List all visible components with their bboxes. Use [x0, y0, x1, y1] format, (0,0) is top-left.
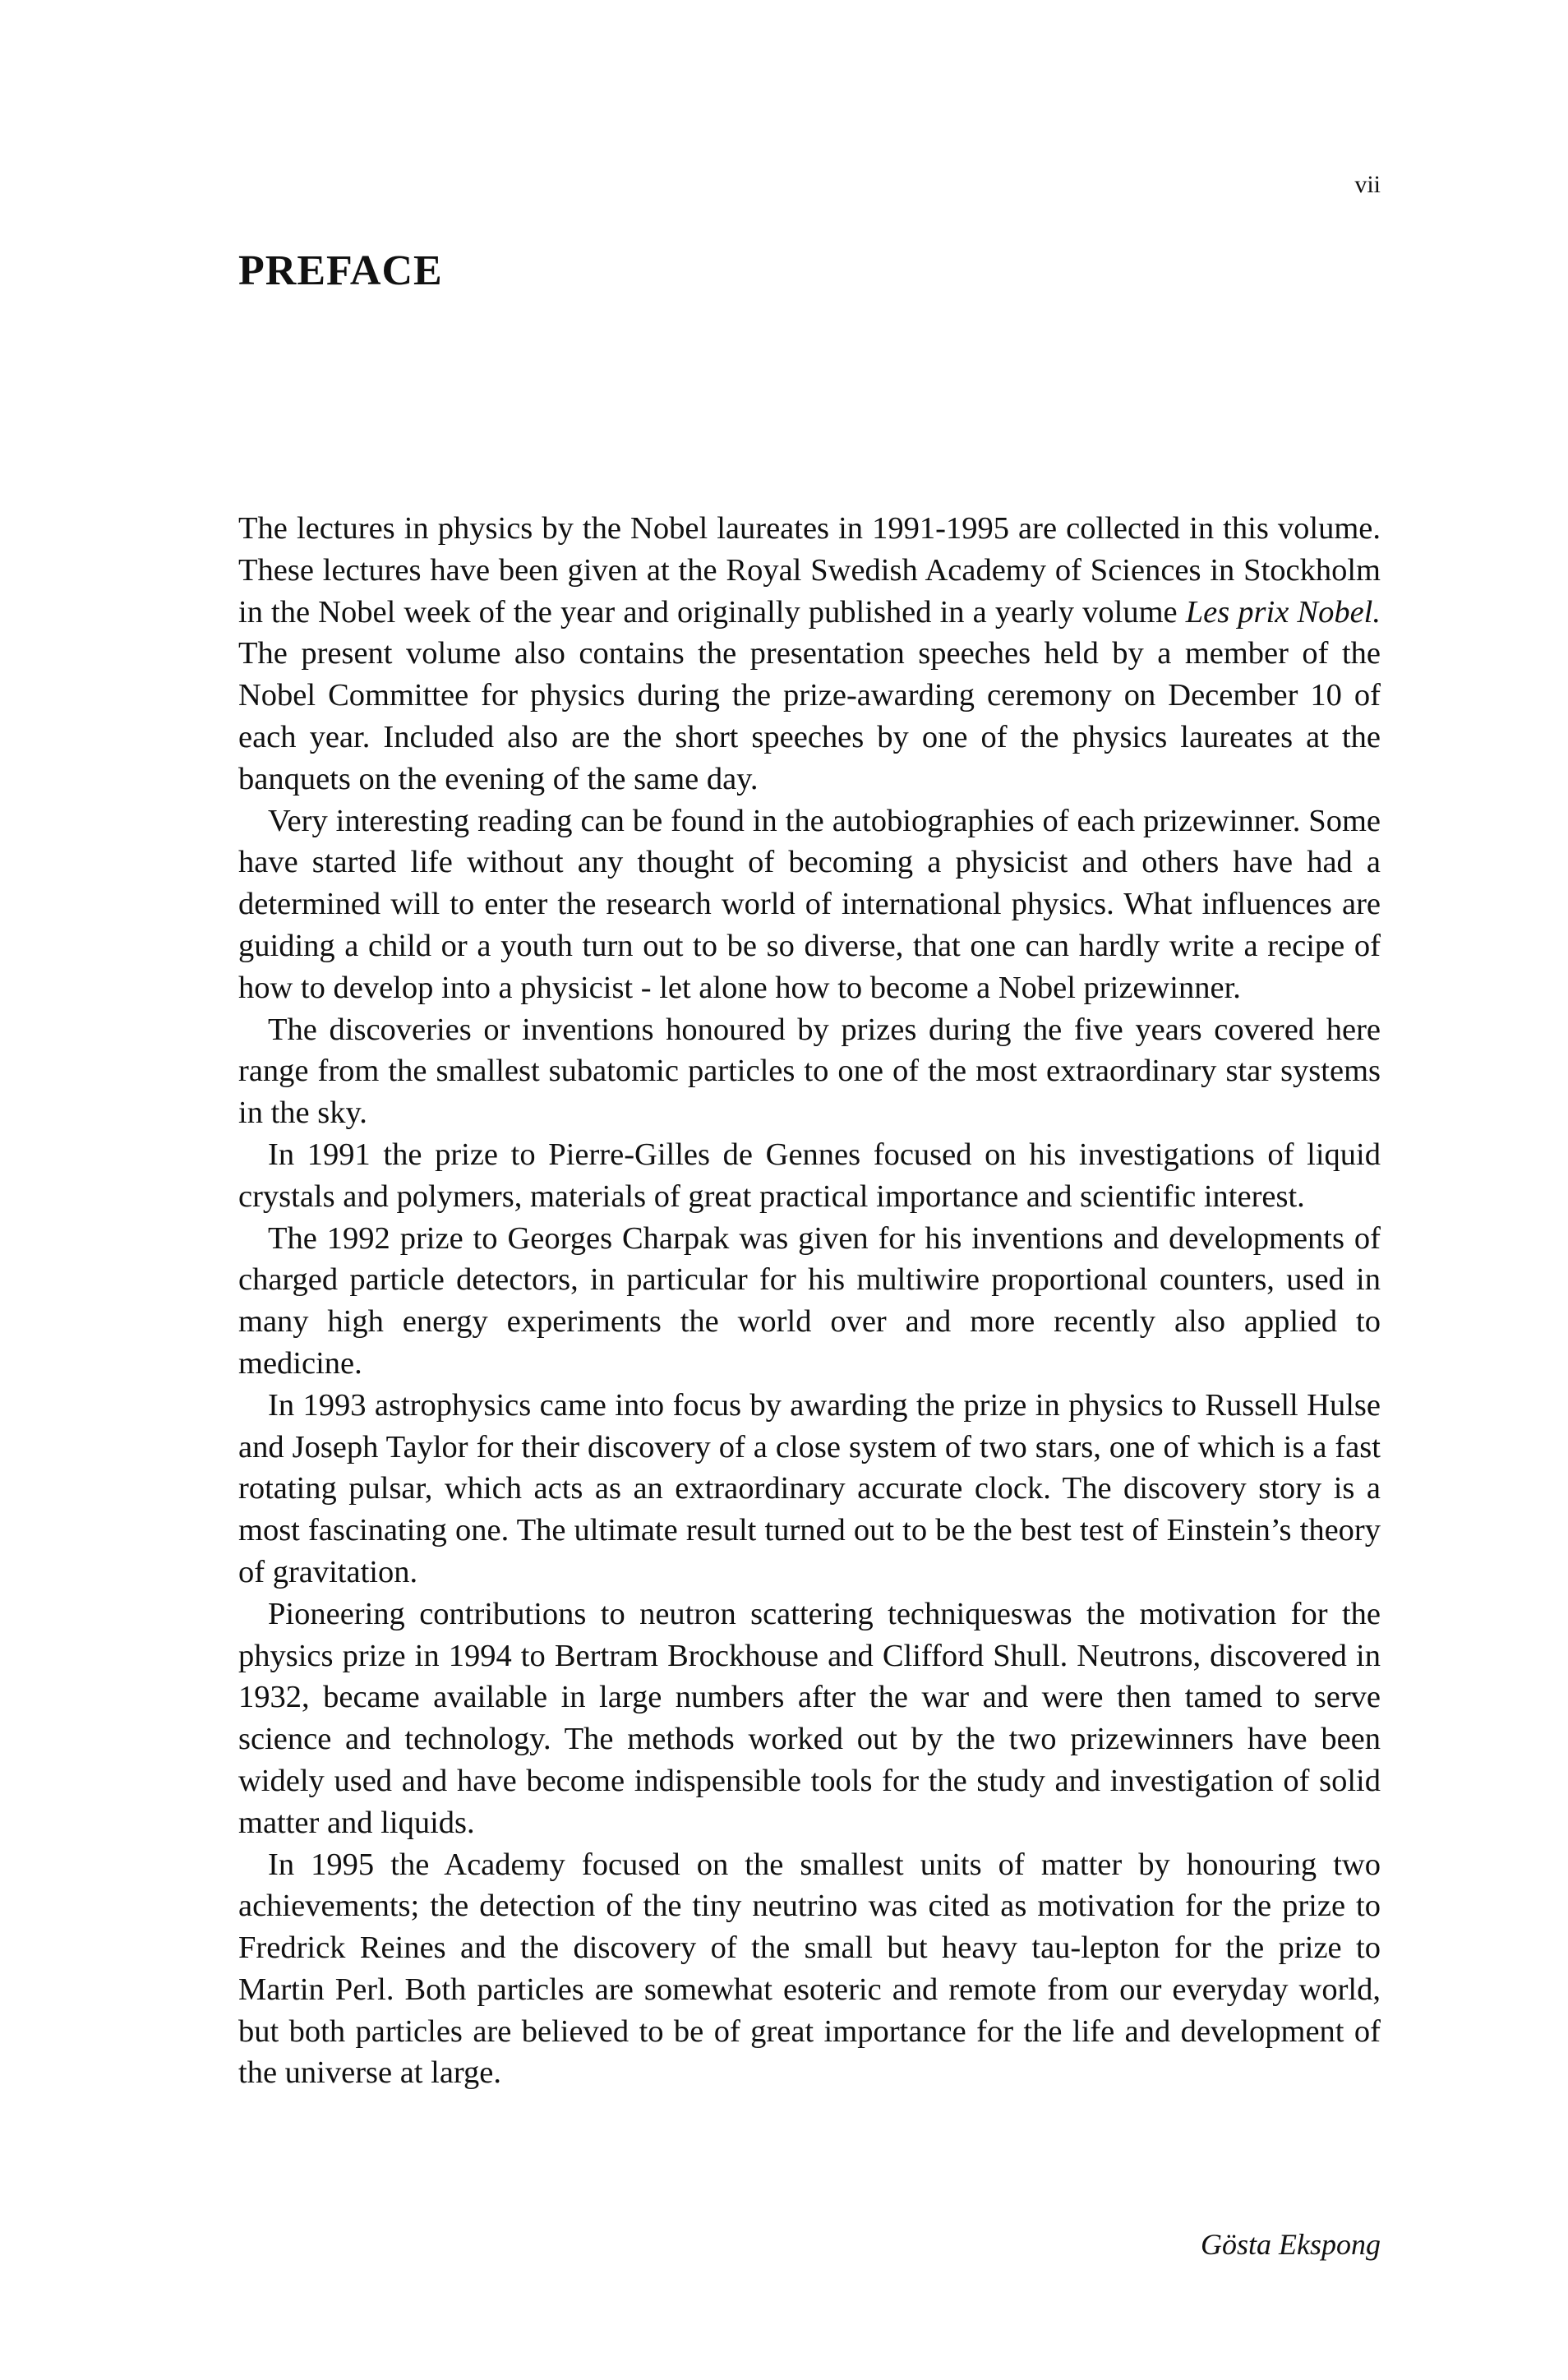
paragraph-3: The discoveries or inventions honoured by prizes during the five years covered here range from the smallest subatomic particles to one of the most extraordinary star systems in the sky.: [238, 1012, 1381, 1131]
paragraph-8: In 1995 the Academy focused on the smallest units of matter by honouring two achievements; the detection of the tiny neutrino was cited as motivation for the prize to Fredrick Reines and the discovery of the small but heavy tau-lepton for the prize to Martin Perl. Both particles are somewhat esoteric and remote from our everyday world, but both particles are believed to be of great importance for the life and development of the universe at large.: [238, 1847, 1381, 2091]
paragraph-1: [238, 508, 1381, 800]
paragraph-4: In 1991 the prize to Pierre-Gilles de Gennes focused on his investigations of liquid crystals and polymers, materials of great practical importance and scientific interest.: [238, 1137, 1381, 1214]
paragraph-1-part-1: The lectures in physics by the Nobel laureates in 1991-1995 are collected in this volume. These lectures have been given at the Royal Swedish Academy of Sciences in Stockholm in the Nobel week of the year and originally published in a yearly volume: [238, 511, 1381, 630]
paragraph-5: The 1992 prize to Georges Charpak was given for his inventions and developments of charged particle detectors, in particular for his multiwire proportional counters, used in many high energy experiments the world over and more recently also applied to medicine.: [238, 1220, 1381, 1381]
book-title-les-prix-nobel: Les prix Nobel.: [1185, 594, 1381, 630]
paragraph-1-part-2: The present volume also contains the presentation speeches held by a member of the Nobel Committee for physics during the prize-awarding ceremony on December 10 of each year. Included also are the short speeches by one of the physics laureates at the banquets on the evening of the same day.: [238, 636, 1381, 796]
page-number: vii: [1354, 171, 1381, 198]
paragraph-7: Pioneering contributions to neutron scattering techniqueswas the motivation for the physics prize in 1994 to Bertram Brockhouse and Clifford Shull. Neutrons, discovered in 1932, became available in large numbers after the war and were then tamed to serve science and technology. The methods worked out by the two prizewinners have been widely used and have become indispensible tools for the study and investigation of solid matter and liquids.: [238, 1596, 1381, 1840]
preface-body: [238, 508, 1381, 2094]
paragraph-2: Very interesting reading can be found in the autobiographies of each prizewinner. Some have started life without any thought of becoming a physicist and others have had a determined will to enter the research world of international physics. What influences are guiding a child or a youth turn out to be so diverse, that one can hardly write a recipe of how to develop into a physicist - let alone how to become a Nobel prizewinner.: [238, 803, 1381, 1005]
paragraph-6: In 1993 astrophysics came into focus by awarding the prize in physics to Russell Hulse and Joseph Taylor for their discovery of a close system of two stars, one of which is a fast rotating pulsar, which acts as an extraordinary accurate clock. The discovery story is a most fascinating one. The ultimate result turned out to be the best test of Einstein’s theory of gravitation.: [238, 1387, 1381, 1589]
author-signature: Gösta Ekspong: [1201, 2228, 1381, 2261]
page-title: PREFACE: [238, 247, 443, 294]
